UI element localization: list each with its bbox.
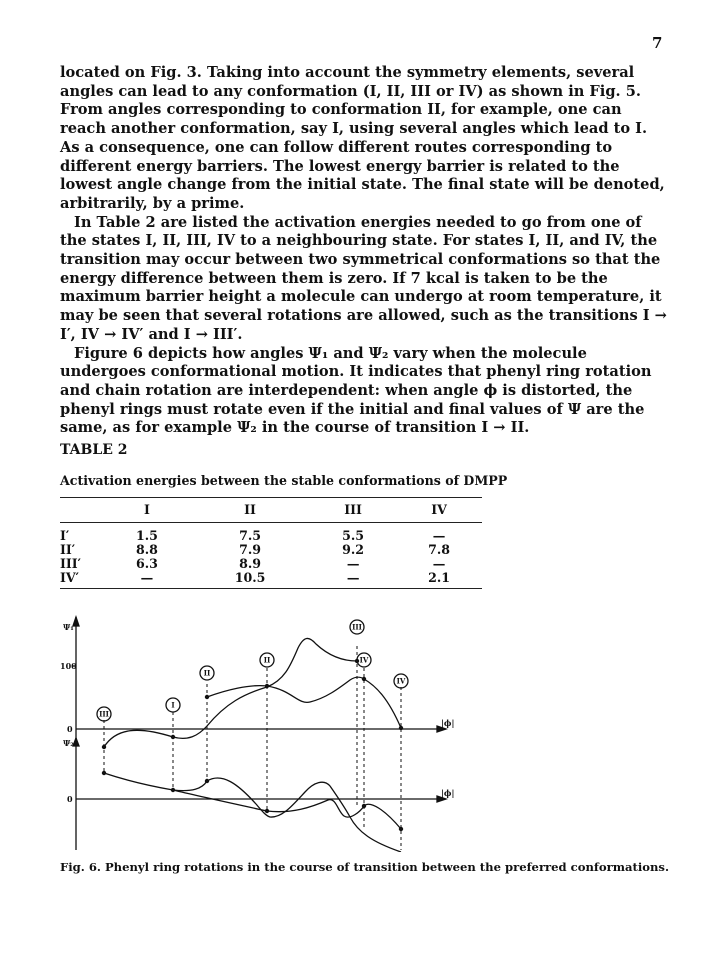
paragraph: In Table 2 are listed the activation energies needed to go from one of the states I, II, III, IV to a neighbouring state. For states I, II, and IV, the transition may occur between two symmetrical conformations so that the energy difference between them is zero. If 7 kcal is taken to be the maximum barrier height a molecule can undergo at room temperature, it may be seen that several rotations are allowed, such as the transitions I → I′, IV → IV′ and I → III′. [60, 213, 667, 343]
state-point [205, 695, 209, 699]
table-cell: — [432, 528, 446, 543]
state-point [171, 788, 175, 792]
table-cell: 1.5 [135, 528, 158, 543]
state-label: I [171, 700, 175, 710]
table-cell: 10.5 [234, 570, 266, 585]
state-label: III [352, 622, 362, 632]
paragraph: located on Fig. 3. Taking into account the symmetry elements, several angles can lead to any conformation (I, II, III or IV) as shown in Fig. 5. From angles corresponding to conformation II, for example, one can reach another conformation, say I, using several angles which lead to I. As a consequence, one can follow different routes corresponding to different energy barriers. The lowest energy barrier is related to the lowest angle change from the initial state. The final state will be denoted, arbitrarily, by a prime. [60, 64, 665, 212]
table-label: TABLE 2 [60, 442, 128, 458]
table-corner [60, 498, 104, 523]
state-label: III [99, 709, 109, 719]
table-cell: 2.1 [428, 570, 450, 585]
paragraph: Figure 6 depicts how angles Ψ₁ and Ψ₂ vary when the molecule undergoes conformational motion. It indicates that phenyl ring rotation and chain rotation are interdependent: when angle ϕ is distorted, the phenyl rings must rotate even if the initial and final values of Ψ are the same, as for example Ψ₂ in the course of transition I → II. [60, 344, 652, 437]
page-number: 7 [652, 34, 663, 52]
state-label: IV [359, 655, 369, 665]
state-point [362, 677, 366, 681]
table-cell: — [346, 570, 360, 585]
state-point [102, 771, 106, 775]
table-cell: 7.9 [239, 542, 261, 557]
x-axis-label: |ϕ| [441, 718, 455, 728]
state-point [362, 804, 366, 808]
row-label: I′ [60, 528, 70, 543]
y1-axis-label: Ψ₁ [63, 622, 74, 632]
state-point [265, 684, 269, 688]
state-label: II [203, 668, 211, 678]
column-header: I [144, 502, 150, 517]
tick-label-0: 0 [67, 794, 73, 804]
state-label: II [263, 655, 271, 665]
table-cell: 8.8 [135, 542, 158, 557]
psi1-curve [104, 638, 357, 747]
table-row [60, 571, 482, 589]
table-cell: 7.5 [239, 528, 261, 543]
state-point [399, 726, 403, 730]
table-row [60, 523, 482, 544]
state-point [102, 745, 106, 749]
table-cell: — [432, 556, 446, 571]
column-header: II [244, 502, 256, 517]
table-cell: — [140, 570, 154, 585]
tick-label-100: 100 [60, 661, 77, 671]
table-row [60, 543, 482, 557]
column-header: IV [431, 502, 447, 517]
figure-caption: Fig. 6. Phenyl ring rotations in the course of transition between the preferred conformations. [60, 860, 669, 874]
figure-6-diagram [60, 612, 460, 852]
state-point [399, 827, 403, 831]
psi1-curve [207, 677, 401, 728]
table-cell: — [346, 556, 360, 571]
state-point [265, 809, 269, 813]
table-cell: 8.9 [239, 556, 261, 571]
arrowhead [73, 617, 79, 626]
body-text [60, 64, 668, 438]
state-label: IV [396, 676, 406, 686]
state-point [205, 779, 209, 783]
row-label: III′ [60, 556, 81, 571]
table-header-row [60, 498, 482, 523]
x-axis-label: |ϕ| [441, 788, 455, 798]
table-row [60, 557, 482, 571]
table-cell: 9.2 [342, 542, 365, 557]
table-cell: 6.3 [135, 556, 158, 571]
table-cell: 5.5 [342, 528, 365, 543]
y2-axis-label: Ψ₂ [63, 738, 74, 748]
table-cell: 7.8 [428, 542, 450, 557]
tick-label-0: 0 [67, 724, 73, 734]
arrowhead [73, 738, 79, 746]
state-point [355, 659, 359, 663]
table-caption: Activation energies between the stable conformations of DMPP [60, 473, 508, 488]
column-header: III [344, 502, 362, 517]
psi2-curve [104, 773, 401, 852]
row-label: II′ [60, 542, 76, 557]
activation-energy-table [60, 497, 482, 589]
state-point [171, 735, 175, 739]
row-label: IV′ [60, 570, 79, 585]
